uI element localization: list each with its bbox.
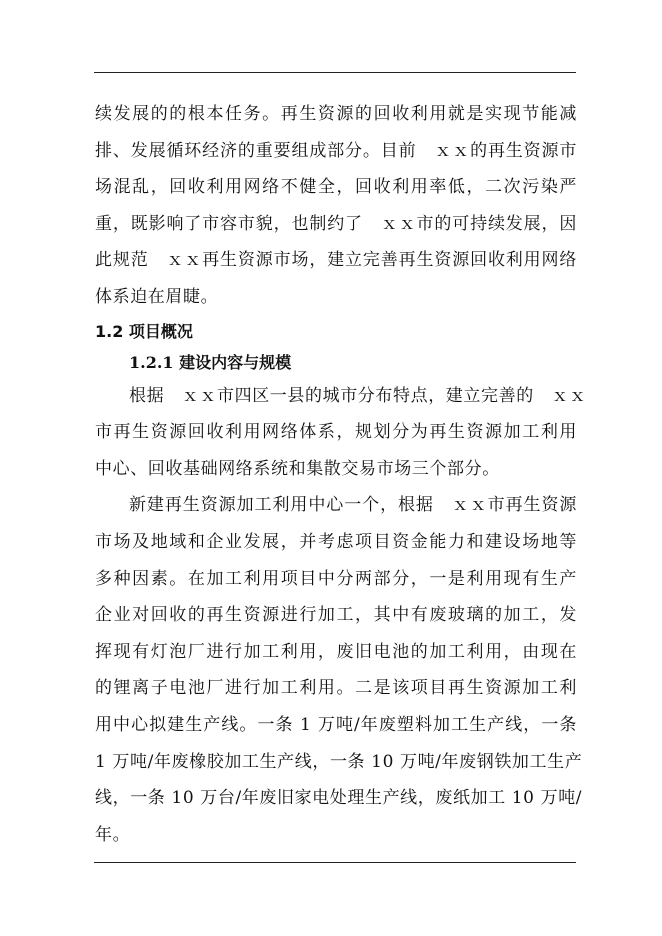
page-body — [95, 96, 587, 853]
text-line: 根据 ｘｘ市四区一县的城市分布特点，建立完善的 ｘｘ — [129, 385, 587, 406]
text-line: 用中心拟建生产线。一条 1 万吨/年废塑料加工生产线，一条 — [95, 714, 577, 735]
text-line: 排、发展循环经济的重要组成部分。目前 ｘｘ的再生资源市 — [95, 140, 577, 161]
header-rule — [94, 72, 576, 73]
footer-rule — [94, 862, 576, 863]
paragraph-processing-center — [95, 487, 583, 853]
text-line: 年。 — [95, 824, 131, 845]
text-line: 体系迫在眉睫。 — [95, 286, 219, 307]
text-line: 1 万吨/年废橡胶加工生产线，一条 10 万吨/年废钢铁加工生产 — [95, 751, 583, 772]
text-line: 企业对回收的再生资源进行加工，其中有废玻璃的加工，发 — [95, 605, 577, 626]
text-line: 续发展的的根本任务。再生资源的回收利用就是实现节能减 — [95, 104, 577, 124]
section-heading: 1.2 项目概况 — [95, 321, 193, 341]
paragraph-layout-basis — [95, 378, 587, 488]
text-line: 中心、回收基础网络系统和集散交易市场三个部分。 — [95, 458, 500, 479]
subsection-heading: 1.2.1 建设内容与规模 — [129, 352, 292, 372]
text-line: 市场及地域和企业发展，并考虑项目资金能力和建设场地等 — [95, 531, 577, 552]
text-line: 此规范 ｘｘ再生资源市场，建立完善再生资源回收利用网络 — [95, 250, 577, 271]
text-line: 场混乱，回收利用网络不健全，回收利用率低，二次污染严 — [95, 177, 577, 198]
text-line: 挥现有灯泡厂进行加工利用，废旧电池的加工利用，由现在 — [95, 641, 577, 662]
text-line: 重，既影响了市容市貌，也制约了 ｘｘ市的可持续发展，因 — [95, 213, 577, 234]
text-line: 线，一条 10 万台/年废旧家电处理生产线，废纸加工 10 万吨/ — [95, 788, 583, 809]
text-line: 新建再生资源加工利用中心一个，根据 ｘｘ市再生资源 — [129, 495, 577, 516]
paragraph-continuation — [95, 96, 577, 316]
text-line: 多种因素。在加工利用项目中分两部分，一是利用现有生产 — [95, 568, 577, 589]
text-line: 市再生资源回收利用网络体系，规划分为再生资源加工利用 — [95, 422, 577, 443]
text-line: 的锂离子电池厂进行加工利用。二是该项目再生资源加工利 — [95, 678, 577, 699]
